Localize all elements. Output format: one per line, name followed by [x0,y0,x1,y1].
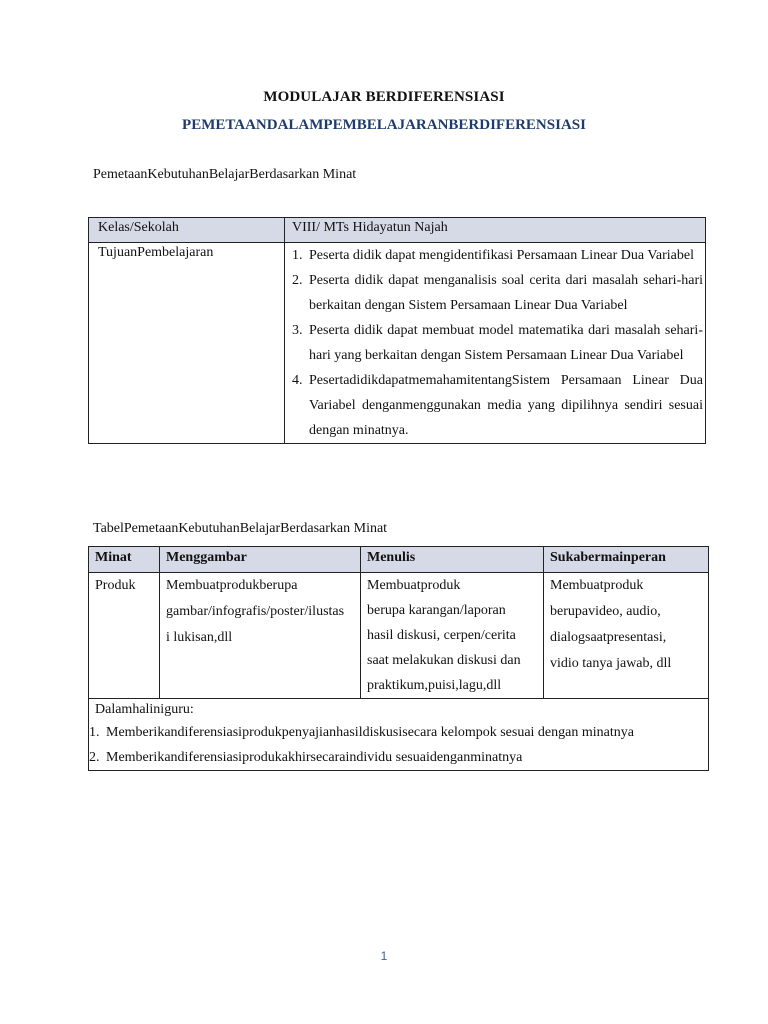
list-number: 3. [292,323,303,338]
interest-mapping-table [88,546,709,771]
notes-row [89,699,709,771]
list-text: Memberikandiferensiasiprodukakhirsecaraindividu sesuaidenganminatnya [106,750,523,765]
objectives-list [292,243,703,443]
product-label [89,573,160,699]
list-item [292,318,703,368]
section2-heading: TabelPemetaanKebutuhanBelajarBerdasarkan Minat [93,521,388,536]
cell-text: Membuatproduk berupa karangan/laporan hasil diskusi, cerpen/cerita saat melakukan diskusi dan praktikum,puisi,lagu,dll [367,578,521,693]
notes-heading: Dalamhaliniguru: [95,702,194,717]
product-menulis [361,573,544,699]
class-school-value: VIII/ MTs Hidayatun Najah [285,218,706,243]
header-bermainperan: Sukabermainperan [544,547,709,573]
header-menggambar: Menggambar [160,547,361,573]
list-item [292,368,703,443]
notes-list [89,720,708,770]
page-number: 1 [380,949,388,963]
list-number: 1. [292,248,303,263]
section1-heading: PemetaanKebutuhanBelajarBerdasarkan Minat [93,167,357,182]
notes-cell [89,699,709,771]
objectives-row [89,243,706,444]
header-minat: Minat [89,547,160,573]
objectives-label-cell [89,243,285,444]
cell-text: Produk [95,578,136,593]
list-text: PesertadidikdapatmemahamitentangSistem Persamaan Linear Dua Variabel denganmenggunakan media yang dipilihnya sendiri sesuai dengan minatnya. [309,373,703,438]
table1-header-row [89,218,706,243]
list-item [89,720,708,745]
list-item [292,243,703,268]
list-text: Peserta didik dapat menganalisis soal cerita dari masalah sehari-hari berkaitan dengan Sistem Persamaan Linear Dua Variabel [309,273,703,313]
list-text: Peserta didik dapat mengidentifikasi Persamaan Linear Dua Variabel [309,248,694,263]
cell-text: Membuatprodukberupa gambar/infografis/poster/ilustas i lukisan,dll [166,578,345,645]
product-bermainperan [544,573,709,699]
list-number: 2. [292,273,303,288]
list-number: 4. [292,373,303,388]
list-number: 2. [89,750,100,765]
table2-header-row [89,547,709,573]
list-number: 1. [89,725,100,740]
list-text: Peserta didik dapat membuat model matematika dari masalah sehari-hari yang berkaitan dengan Sistem Persamaan Linear Dua Variabel [309,323,703,363]
product-row [89,573,709,699]
list-text: Memberikandiferensiasiprodukpenyajianhasildiskusisecara kelompok sesuai dengan minatnya [106,725,634,740]
objectives-label: TujuanPembelajaran [98,245,214,260]
class-school-label: Kelas/Sekolah [89,218,285,243]
objectives-cell [285,243,706,444]
learning-objectives-table [88,217,706,444]
document-title: MODULAJAR BERDIFERENSIASI [263,89,505,105]
document-subtitle: PEMETAANDALAMPEMBELAJARANBERDIFERENSIASI [182,117,586,133]
cell-text: Membuatproduk berupavideo, audio, dialogsaatpresentasi, vidio tanya jawab, dll [550,578,672,671]
list-item [89,745,708,770]
list-item [292,268,703,318]
product-menggambar [160,573,361,699]
header-menulis: Menulis [361,547,544,573]
